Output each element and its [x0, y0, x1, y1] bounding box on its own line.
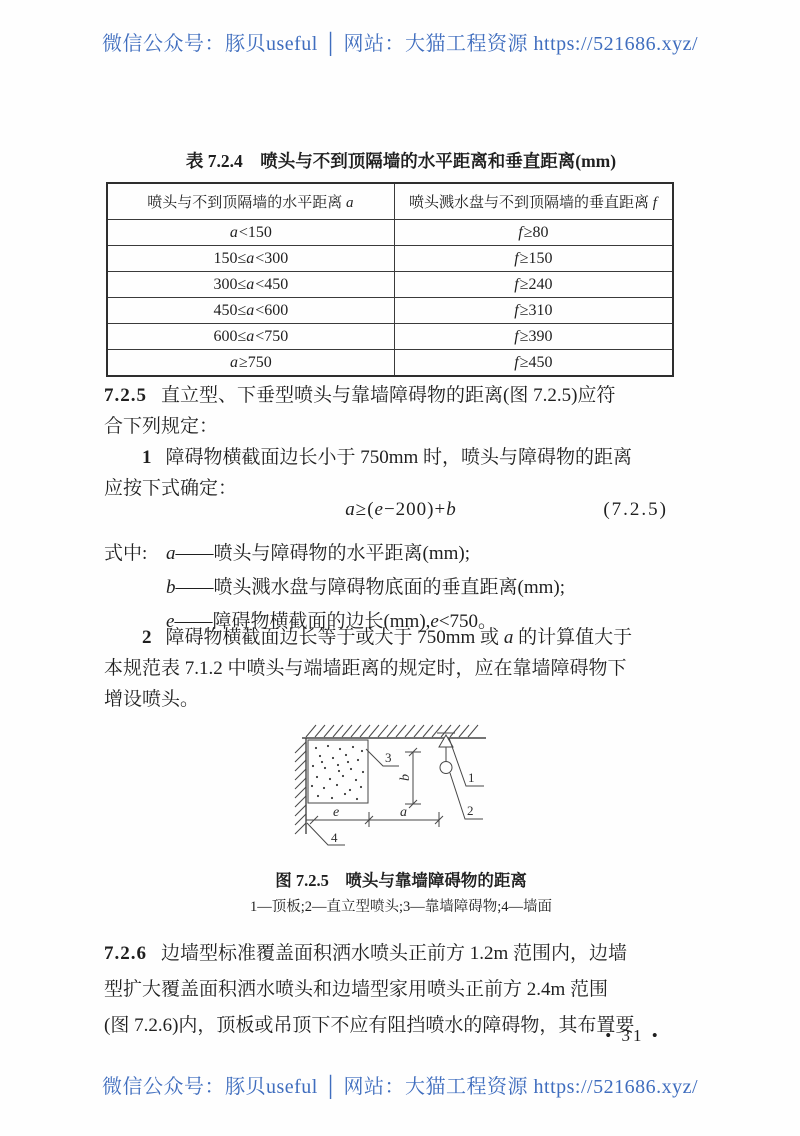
var-b: b: [166, 577, 176, 598]
clause-number: 7.2.6: [104, 943, 147, 964]
table-cell: f≥390: [394, 324, 673, 350]
formula: a≥(e−200)+b: [345, 499, 457, 520]
item-number: 1: [142, 447, 152, 468]
header-watermark: 微信公众号：豚贝useful │ 网站：大猫工程资源 https://521686.xyz/: [101, 33, 699, 55]
clause-725-item1-line2: 应按下式确定：: [104, 478, 238, 499]
clause-725-item1-line1: 1 障碍物横截面边长小于 750mm 时，喷头与障碍物的距离: [142, 447, 633, 468]
table-cell: a≥750: [107, 350, 394, 377]
figure-label-2: 2: [467, 803, 474, 818]
clause-number: 7.2.5: [104, 385, 147, 406]
where-line-a: 式中: a——喷头与障碍物的水平距离(mm);: [104, 537, 698, 571]
clause-725-item2-line3: 增设喷头。: [104, 689, 200, 710]
equation-row: [104, 499, 698, 527]
table-row: [107, 246, 673, 272]
clause-726-line1: 7.2.6 边墙型标准覆盖面积洒水喷头正前方 1.2m 范围内，边墙: [104, 943, 628, 964]
figure-label-1: 1: [468, 770, 475, 785]
table-cell: a<150: [107, 220, 394, 246]
spec-table: [106, 182, 674, 377]
page-number: • 31 •: [605, 1026, 661, 1045]
clause-725-item2-line1: 2 障碍物横截面边长等于或大于 750mm 或 a 的计算值大于: [142, 627, 633, 648]
var-a: a: [166, 543, 176, 564]
where-prefix: 式中:: [104, 543, 148, 564]
equation-number: (7.2.5): [603, 499, 668, 520]
label-3-leader: [366, 749, 399, 766]
section-7-2-5: [104, 380, 698, 504]
figure-dim-a: a: [400, 805, 407, 820]
figure-dim-b: b: [398, 774, 413, 781]
label-1-leader: [449, 738, 484, 786]
table-row: [107, 350, 673, 377]
table-cell: f≥150: [394, 246, 673, 272]
clause-725-item2: [104, 622, 698, 715]
wall-hatch: [295, 742, 306, 834]
clause-725-line2: 合下列规定：: [104, 416, 219, 437]
table-header-cell-f: 喷头溅水盘与不到顶隔墙的垂直距离 f: [394, 183, 673, 220]
figure-legend: 1—顶板;2—直立型喷头;3—靠墙障碍物;4—墙面: [249, 899, 553, 915]
label-4-leader: [307, 823, 345, 845]
table-cell: f≥450: [394, 350, 673, 377]
table-cell: f≥310: [394, 298, 673, 324]
table-title: 表 7.2.4 喷头与不到顶隔墙的水平距离和垂直距离(mm): [185, 151, 617, 171]
table-cell: 450≤a<600: [107, 298, 394, 324]
footer-watermark: 微信公众号：豚贝useful │ 网站：大猫工程资源 https://521686.xyz/: [101, 1076, 699, 1098]
figure-caption: 图 7.2.5 喷头与靠墙障碍物的距离: [275, 871, 527, 890]
clause-725-item2-line2: 本规范表 7.1.2 中喷头与端墙距离的规定时，应在靠墙障碍物下: [104, 658, 627, 679]
table-cell: f≥240: [394, 272, 673, 298]
ceiling-hatch: [306, 725, 478, 737]
clause-726-line3: (图 7.2.6)内，顶板或吊顶下不应有阻挡喷水的障碍物，其布置要: [104, 1015, 635, 1036]
figure-label-4: 4: [331, 830, 338, 845]
where-line-b: b——喷头溅水盘与障碍物底面的垂直距离(mm);: [166, 577, 565, 598]
clause-726-line2: 型扩大覆盖面积洒水喷头和边墙型家用喷头正前方 2.4m 范围: [104, 979, 609, 1000]
item-number: 2: [142, 627, 152, 648]
sprinkler-bulb: [440, 762, 452, 774]
clause-725-line1: 7.2.5 直立型、下垂型喷头与靠墙障碍物的距离(图 7.2.5)应符: [104, 385, 616, 406]
table-header-row: [107, 183, 673, 220]
sprinkler-obstruction-diagram: [278, 716, 530, 866]
table-row: [107, 298, 673, 324]
table-header-cell-a: 喷头与不到顶隔墙的水平距离 a: [107, 183, 394, 220]
table-cell: 600≤a<750: [107, 324, 394, 350]
var-e: e: [166, 611, 175, 632]
obstruction-rect: [308, 740, 368, 803]
stipple-dots: [311, 745, 364, 800]
table-cell: 300≤a<450: [107, 272, 394, 298]
figure-dim-e: e: [333, 805, 340, 820]
table-row: [107, 220, 673, 246]
figure-label-3: 3: [385, 750, 392, 765]
where-line-e: e——障碍物横截面的边长(mm),e<750。: [166, 611, 498, 632]
table-cell: f≥80: [394, 220, 673, 246]
table-body: [107, 220, 673, 377]
figure-diagram: [278, 716, 530, 866]
table-row: [107, 324, 673, 350]
table-cell: 150≤a<300: [107, 246, 394, 272]
table-row: [107, 272, 673, 298]
